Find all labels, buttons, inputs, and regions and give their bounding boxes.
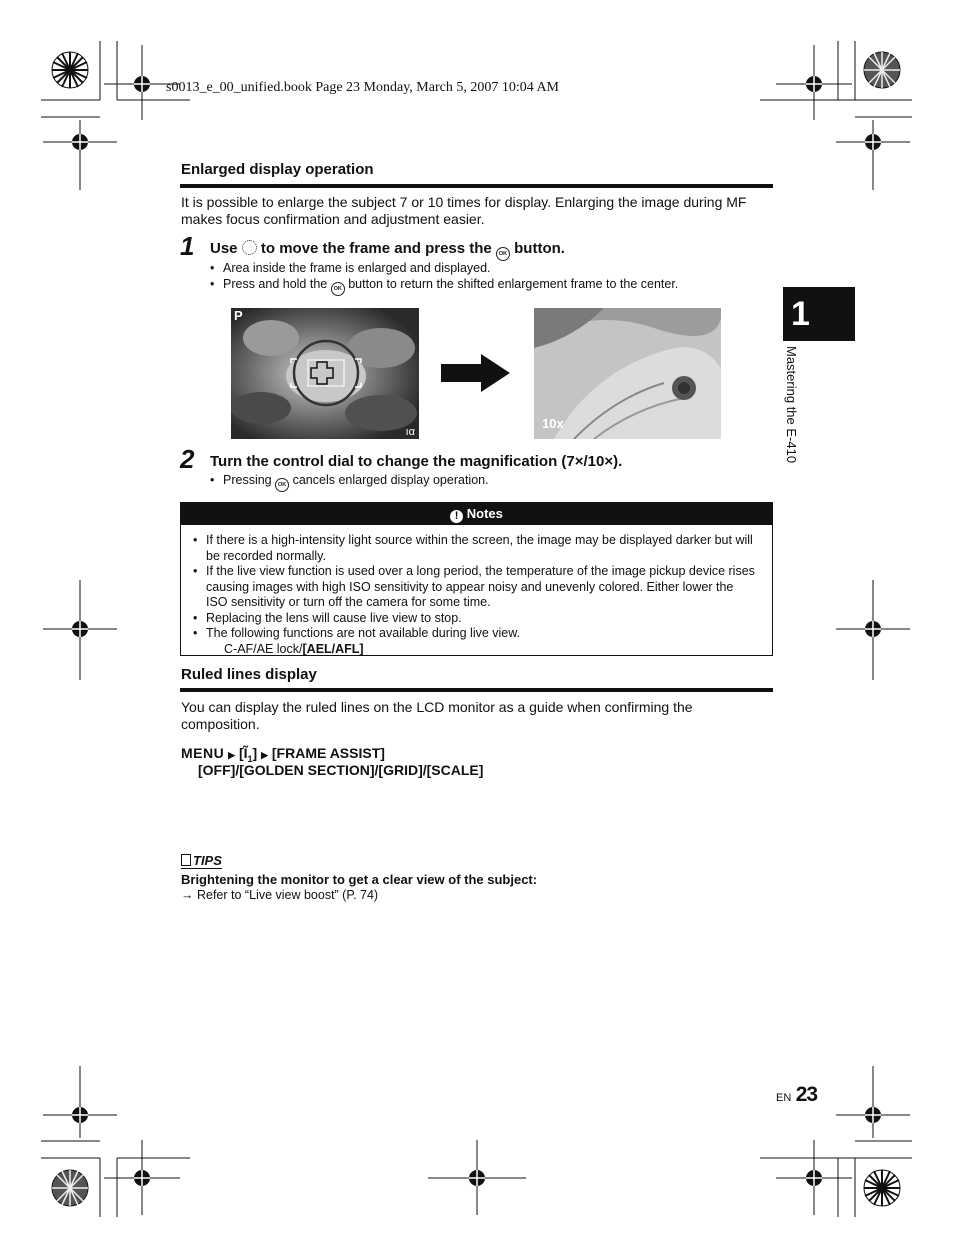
arrow-pad-icon xyxy=(242,240,257,255)
section-intro: It is possible to enlarge the subject 7 or 10 times for display. Enlarging the image during MF makes focus confirmation and adjustment easier. xyxy=(181,194,747,227)
triangle-right-icon: ▶ xyxy=(261,750,268,760)
live-view-image xyxy=(231,308,419,439)
section-rule xyxy=(180,184,773,188)
triangle-right-icon: ▶ xyxy=(228,750,236,760)
step-text: Use xyxy=(210,240,238,257)
step-instruction: Turn the control dial to change the magnification (7×/10×). xyxy=(210,453,623,470)
page-number: EN 23 xyxy=(776,1083,818,1106)
corner-indicator: ıα xyxy=(405,426,415,438)
list-item: • Press and hold the OK button to return the shifted enlargement frame to the center. xyxy=(210,277,770,296)
step-text: button. xyxy=(514,240,565,257)
notes-subitem: C-AF/AE lock/[AEL/AFL] xyxy=(224,641,364,656)
section-intro: You can display the ruled lines on the LCD monitor as a guide when confirming the composition. xyxy=(181,699,693,732)
step-bullets xyxy=(210,473,770,492)
list-item: • The following functions are not available during live view. xyxy=(193,626,758,642)
tips-reference: → Refer to “Live view boost” (P. 74) xyxy=(181,888,379,902)
list-item: • If there is a high-intensity light source within the screen, the image may be displayed darker but will be recorded normally. xyxy=(193,533,758,564)
list-item: • Replacing the lens will cause live view to stop. xyxy=(193,611,758,627)
chapter-tab: 1 xyxy=(783,287,855,341)
notes-box xyxy=(180,502,773,656)
chapter-label: Mastering the E-410 xyxy=(784,346,799,464)
enlarged-view-image xyxy=(534,308,721,439)
tips-heading: Brightening the monitor to get a clear view of the subject: xyxy=(181,872,538,887)
list-item: • Area inside the frame is enlarged and displayed. xyxy=(210,261,770,277)
notes-header xyxy=(181,503,772,525)
memo-icon xyxy=(181,854,191,866)
section-title-enlarged: Enlarged display operation xyxy=(181,161,374,178)
ok-button-icon: OK xyxy=(331,282,345,296)
menu-word: MENU xyxy=(181,745,225,761)
tips-label: TIPS xyxy=(181,853,222,869)
step-bullets xyxy=(210,261,770,296)
book-header: s0013_e_00_unified.book Page 23 Monday, March 5, 2007 10:04 AM xyxy=(166,80,559,95)
section-rule xyxy=(180,688,773,692)
magnification-label: 10x xyxy=(542,416,564,431)
ok-button-icon: OK xyxy=(275,478,289,492)
arrow-right-icon: → xyxy=(181,888,194,902)
section-title-ruled: Ruled lines display xyxy=(181,666,317,683)
step-text: to move the frame and press the xyxy=(260,240,492,257)
menu-options: [OFF]/[GOLDEN SECTION]/[GRID]/[SCALE] xyxy=(198,762,484,778)
step-number: 2 xyxy=(180,444,195,474)
mode-indicator: P xyxy=(234,308,243,323)
menu-item: [FRAME ASSIST] xyxy=(271,745,385,761)
menu-path: MENU ▶ $[Ĩ_1]$ ▶ [FRAME ASSIST] xyxy=(181,745,385,764)
right-arrow-icon xyxy=(441,354,511,392)
exclamation-icon: ! xyxy=(450,510,463,523)
list-item: • Pressing OK cancels enlarged display operation. xyxy=(210,473,770,492)
notes-list xyxy=(193,533,758,642)
step-number: 1 xyxy=(180,231,195,261)
step-instruction xyxy=(210,240,565,261)
notes-title: Notes xyxy=(466,506,503,521)
custom-menu-icon: Ĩ xyxy=(243,745,248,761)
ok-button-icon: OK xyxy=(496,247,510,261)
flower-scene-photo xyxy=(231,308,419,439)
list-item: • If the live view function is used over a long period, the temperature of the image pickup device rises causing images with high ISO sensitivity to appear noisy and unevenly colored. Either lower the ISO sensitivity or turn off the camera for some time. xyxy=(193,564,758,611)
